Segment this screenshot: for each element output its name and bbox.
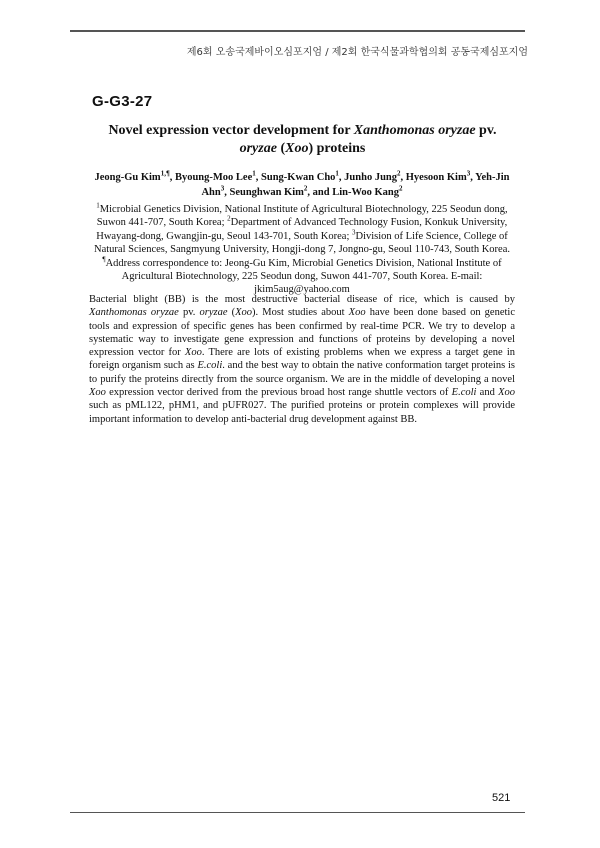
- email-address: jkim5aug@yahoo.com: [254, 284, 350, 296]
- title-text: ) proteins: [308, 141, 366, 156]
- title-text: pv.: [475, 123, 497, 138]
- author: Lin-Woo Kang$^2$: [332, 184, 403, 198]
- author: Junho Jung$^2$,: [344, 169, 406, 183]
- abstract-code: G-G3-27: [92, 93, 153, 110]
- author: Sung-Kwan Cho$^1$,: [261, 169, 345, 183]
- author-list: [92, 170, 512, 200]
- affiliation: Department of Advanced Technology Fusion, Konkuk University, Hwayang-dong, Gwangjin-gu, Seoul 143-701, South Korea;: [96, 217, 508, 242]
- header-rule: [70, 30, 525, 32]
- affil-marker: 2: [227, 214, 231, 223]
- affiliations: [86, 203, 518, 297]
- paper-title: [90, 122, 515, 158]
- affil-marker: 1: [96, 201, 100, 210]
- author: Byoung-Moo Lee$^1$,: [174, 169, 262, 183]
- author: Seunghwan Kim$^2$, and: [229, 184, 333, 198]
- affiliation: Division of Life Science, College of Natural Sciences, Sangmyung University, Hongji-dong 7, Jongno-gu, Seoul 110-743, South Korea.: [94, 230, 510, 256]
- affil-marker: 3: [352, 228, 356, 237]
- title-pathovar: oryzae: [239, 141, 277, 156]
- conference-header: 제6회 오송국제바이오심포지엄 / 제2회 한국식물과학협의회 공동국제심포지엄: [186, 47, 528, 58]
- page-number: 521: [492, 792, 511, 804]
- corr-marker: ¶: [102, 255, 106, 264]
- affiliation: Microbial Genetics Division, National Institute of Agricultural Biotechnology, 225 Seodun dong, Suwon 441-707, South Korea;: [96, 204, 508, 229]
- author: Yeh-Jin Ahn$^3$,: [201, 172, 510, 198]
- correspondence: Address correspondence to: Jeong-Gu Kim, Microbial Genetics Division, National Institute of Agricultural Biotechnology, 225 Seodun dong, Suwon 441-707, South Korea. E-mail:: [105, 257, 502, 283]
- author: Jeong-Gu Kim$^{1,\P}$,: [94, 169, 175, 183]
- title-abbrev: Xoo: [285, 141, 309, 156]
- author: Hyesoon Kim$^3$,: [405, 169, 476, 183]
- title-species: Xanthomonas oryzae: [353, 123, 476, 138]
- title-text: Novel expression vector development for: [108, 123, 354, 138]
- abstract-body: Bacterial blight (BB) is the most destructive bacterial disease of rice, which is caused by Xanthomonas oryzae pv. oryzae (Xoo). Most studies about Xoo have been done based on genetic tools and expression of specific genes has been confirmed by real-time PCR. We try to develop a systematic way to investigate gene expression and functions of proteins by developing a novel expression vector for Xoo. There are lots of existing problems when we express a target gene in foreign organism such as E.coli. and the best way to obtain the native conformation target proteins is to purify the proteins directly from the source organism. We are in the middle of developing a novel Xoo expression vector derived from the previous broad host range shuttle vectors of E.coli and Xoo such as pML122, pHM1, and pUFR027. The purified proteins or protein complexes will provide important information to develop anti-bacterial drug development against BB.: [89, 294, 516, 425]
- title-text: (: [276, 141, 286, 156]
- footer-rule: [70, 812, 525, 813]
